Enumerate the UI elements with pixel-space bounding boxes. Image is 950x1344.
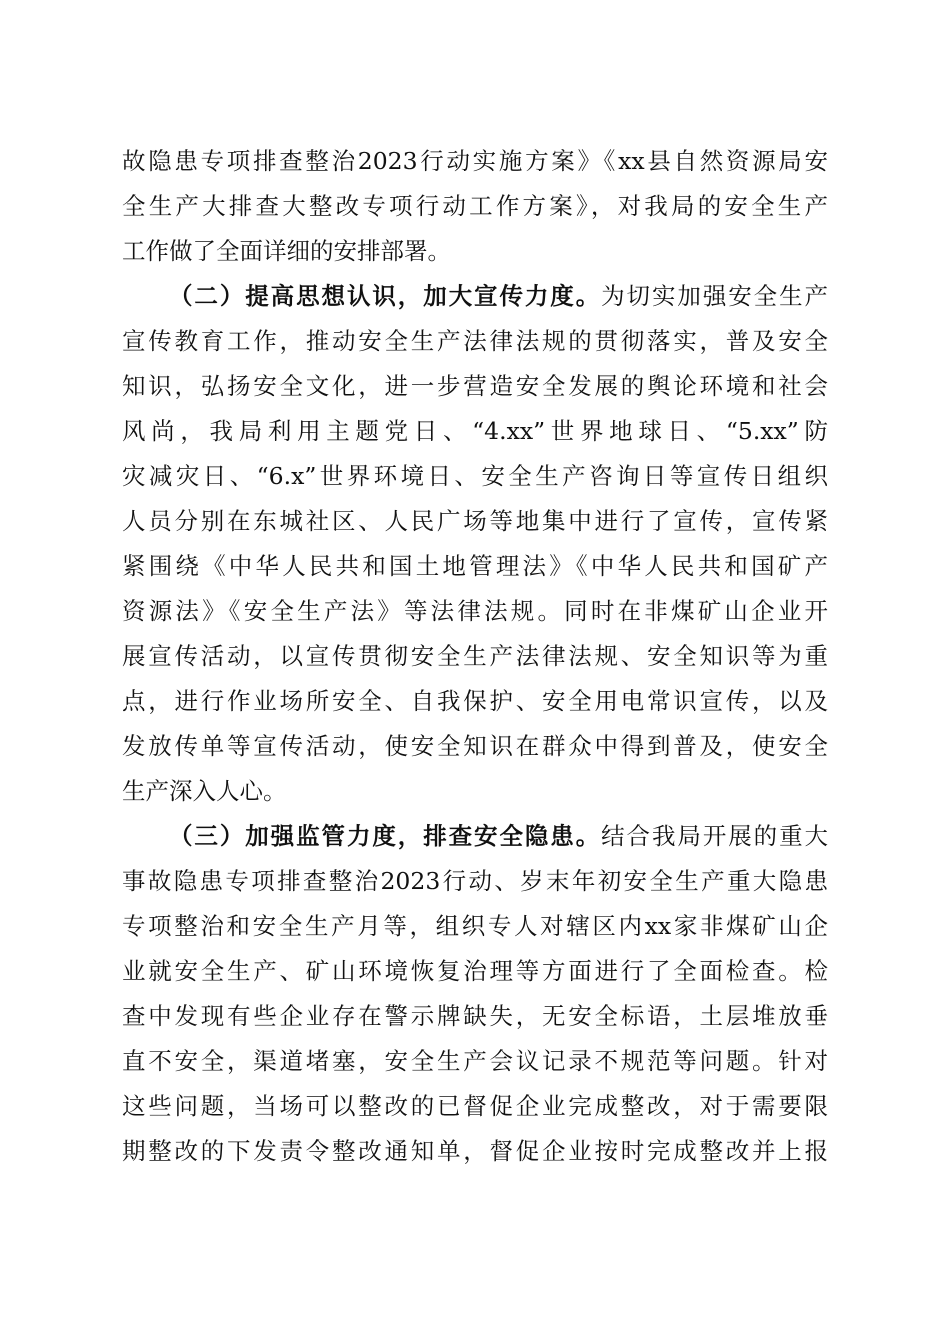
text-line: 故隐患专项排查整治2023行动实施方案》《xx县自然资源局安 — [122, 147, 828, 175]
text-line: 业就安全生产、矿山环境恢复治理等方面进行了全面检查。检 — [122, 957, 828, 985]
text-line: 直不安全，渠道堵塞，安全生产会议记录不规范等问题。针对 — [122, 1047, 828, 1075]
paragraph-2 — [122, 274, 828, 814]
text-line: 这些问题，当场可以整改的已督促企业完成整改，对于需要限 — [122, 1092, 828, 1120]
text-line — [122, 814, 828, 859]
text-line: 专项整治和安全生产月等，组织专人对辖区内xx家非煤矿山企 — [122, 912, 828, 940]
paragraph-3 — [122, 814, 828, 1174]
text-run: 结合我局开展的重大 — [601, 822, 829, 850]
text-line: 资源法》《安全生产法》等法律法规。同时在非煤矿山企业开 — [122, 597, 828, 625]
text-line: 展宣传活动，以宣传贯彻安全生产法律法规、安全知识等为重 — [122, 642, 828, 670]
text-line: 期整改的下发责令整改通知单，督促企业按时完成整改并上报 — [122, 1137, 828, 1165]
text-line: 事故隐患专项排查整治2023行动、岁末年初安全生产重大隐患 — [122, 867, 828, 895]
section-heading-2: （二）提高思想认识，加大宣传力度。 — [169, 282, 602, 310]
document-body — [122, 139, 828, 1174]
paragraph-1 — [122, 139, 828, 274]
text-line — [122, 274, 828, 319]
section-heading-3: （三）加强监管力度，排查安全隐患。 — [169, 822, 602, 850]
text-line: 全生产大排查大整改专项行动工作方案》，对我局的安全生产 — [122, 192, 828, 220]
text-line: 风尚，我局利用主题党日、“4.xx”世界地球日、“5.xx”防 — [122, 417, 828, 445]
text-line: 宣传教育工作，推动安全生产法律法规的贯彻落实，普及安全 — [122, 327, 828, 355]
text-line: 点，进行作业场所安全、自我保护、安全用电常识宣传，以及 — [122, 687, 828, 715]
text-line: 人员分别在东城社区、人民广场等地集中进行了宣传，宣传紧 — [122, 507, 828, 535]
text-line: 生产深入人心。 — [122, 777, 287, 805]
text-line: 查中发现有些企业存在警示牌缺失，无安全标语，土层堆放垂 — [122, 1002, 828, 1030]
text-line: 工作做了全面详细的安排部署。 — [122, 237, 451, 265]
text-line: 灾减灾日、“6.x”世界环境日、安全生产咨询日等宣传日组织 — [122, 462, 828, 490]
text-line: 知识，弘扬安全文化，进一步营造安全发展的舆论环境和社会 — [122, 372, 828, 400]
text-run: 为切实加强安全生产 — [601, 282, 829, 310]
text-line: 发放传单等宣传活动，使安全知识在群众中得到普及，使安全 — [122, 732, 828, 760]
text-line: 紧围绕《中华人民共和国土地管理法》《中华人民共和国矿产 — [122, 552, 828, 580]
